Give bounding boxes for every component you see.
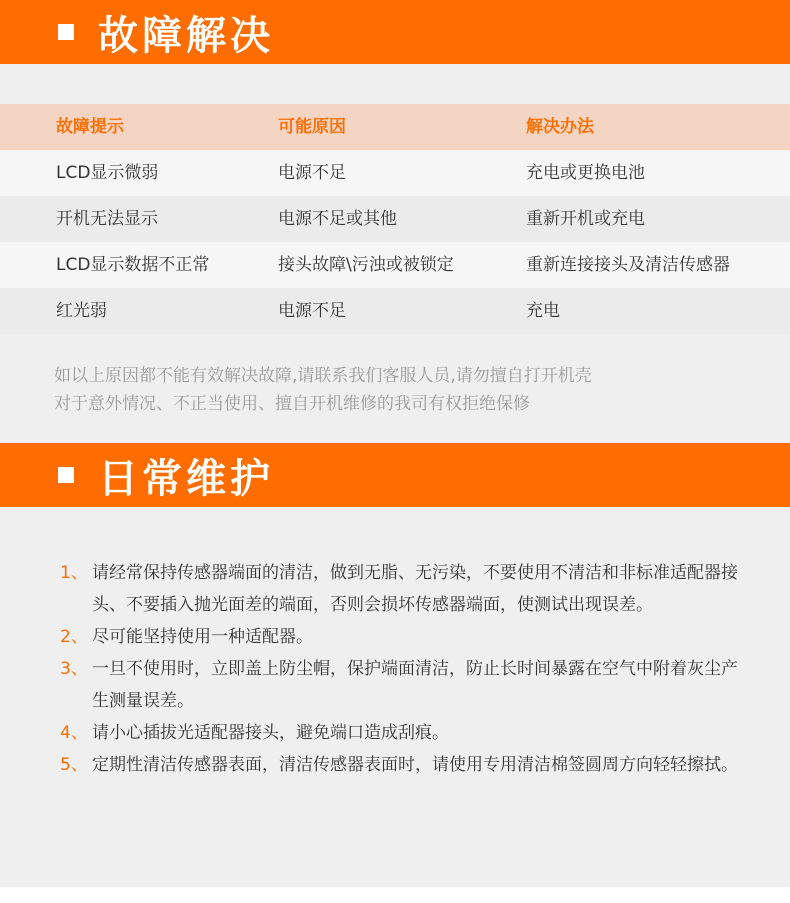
list-item	[60, 749, 740, 781]
troubleshooting-header	[0, 0, 790, 64]
item-text: 一旦不使用时，立即盖上防尘帽，保护端面清洁，防止长时间暴露在空气中附着灰尘产生测量误差。	[92, 659, 738, 711]
square-bullet-icon	[58, 24, 74, 40]
cause-cell: 电源不足	[278, 301, 346, 321]
solution-cell: 重新开机或充电	[526, 209, 645, 229]
warranty-note	[54, 362, 754, 418]
list-item	[60, 621, 740, 653]
solution-cell: 重新连接接头及清洁传感器	[526, 255, 730, 275]
table-row	[0, 242, 790, 288]
table-row	[0, 196, 790, 242]
maintenance-list	[60, 557, 740, 781]
item-text: 请经常保持传感器端面的清洁，做到无脂、无污染，不要使用不清洁和非标准适配器接头、不要插入抛光面差的端面，否则会损坏传感器端面，使测试出现误差。	[92, 563, 738, 615]
troubleshooting-title: 故障解决	[98, 12, 274, 59]
list-item	[60, 653, 740, 717]
solution-cell: 充电	[526, 301, 560, 321]
item-number: 2、	[60, 627, 88, 647]
fault-table-header	[0, 104, 790, 150]
table-row	[0, 150, 790, 196]
item-number: 5、	[60, 755, 88, 775]
cause-cell: 电源不足或其他	[278, 209, 397, 229]
cause-cell: 接头故障\污浊或被锁定	[278, 255, 454, 275]
cause-cell: 电源不足	[278, 163, 346, 183]
fault-cell: 红光弱	[56, 301, 107, 321]
note-line: 如以上原因都不能有效解决故障,请联系我们客服人员,请勿擅自打开机壳	[54, 366, 592, 386]
solution-cell: 充电或更换电池	[526, 163, 645, 183]
header-solution: 解决办法	[526, 117, 594, 137]
maintenance-header	[0, 443, 790, 507]
fault-cell: LCD显示数据不正常	[56, 255, 210, 275]
square-bullet-icon	[58, 467, 74, 483]
item-number: 1、	[60, 563, 88, 583]
maintenance-title: 日常维护	[98, 455, 274, 502]
item-text: 尽可能坚持使用一种适配器。	[92, 627, 313, 647]
header-fault: 故障提示	[56, 117, 124, 137]
item-text: 定期性清洁传感器表面，清洁传感器表面时，请使用专用清洁棉签圆周方向轻轻擦拭。	[92, 755, 738, 775]
note-line: 对于意外情况、不正当使用、擅自开机维修的我司有权拒绝保修	[54, 394, 530, 414]
list-item	[60, 717, 740, 749]
item-text: 请小心插拔光适配器接头，避免端口造成刮痕。	[92, 723, 449, 743]
header-cause: 可能原因	[278, 117, 346, 137]
fault-cell: LCD显示微弱	[56, 163, 159, 183]
fault-cell: 开机无法显示	[56, 209, 158, 229]
table-row	[0, 288, 790, 334]
item-number: 3、	[60, 659, 88, 679]
item-number: 4、	[60, 723, 88, 743]
list-item	[60, 557, 740, 621]
fault-table	[0, 104, 790, 334]
